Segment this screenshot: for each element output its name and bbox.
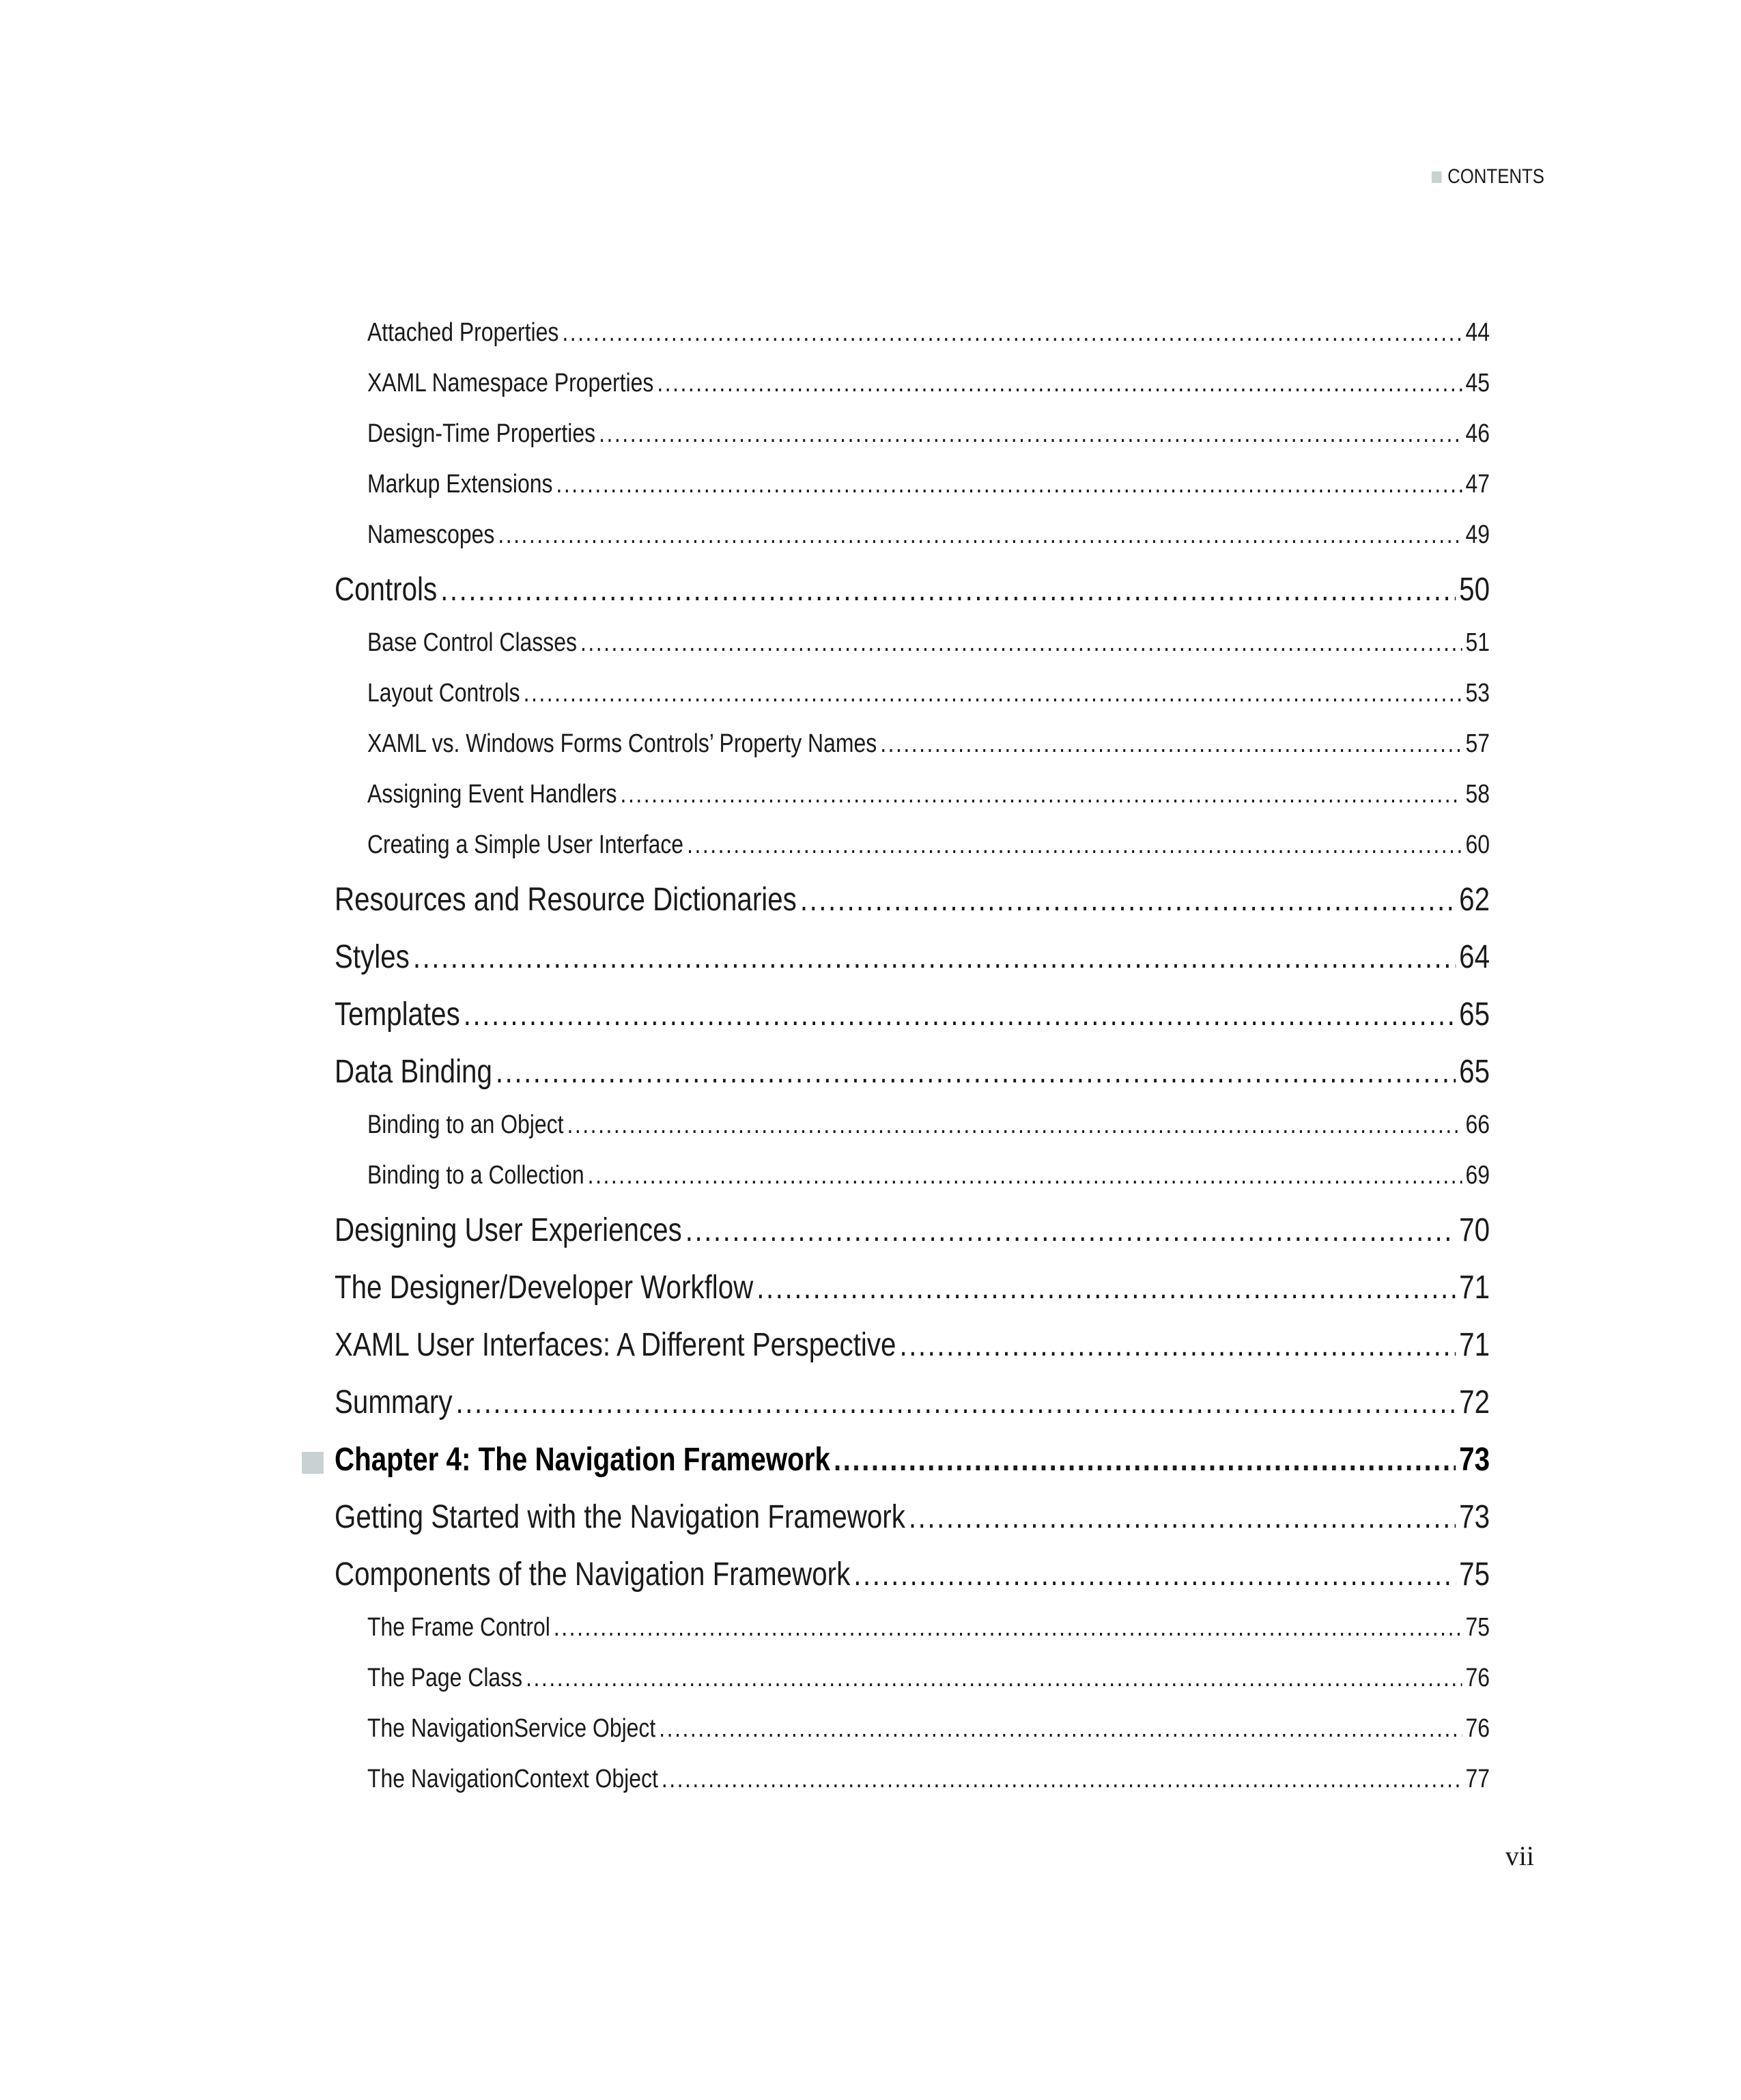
dot-leader <box>800 881 1456 919</box>
dot-leader <box>662 1765 1462 1794</box>
toc-subsection-entry[interactable] <box>367 1161 1490 1196</box>
chapter-marker-icon <box>302 1452 324 1474</box>
toc-entry-page: 58 <box>1465 780 1490 809</box>
toc-entry-title: Styles <box>335 939 410 975</box>
toc-entry-page: 45 <box>1465 369 1490 397</box>
toc-chapter-entry[interactable] <box>335 1441 1490 1485</box>
toc-subsection-entry[interactable] <box>367 1664 1490 1699</box>
dot-leader <box>440 571 1456 608</box>
toc-subsection-entry[interactable] <box>367 628 1490 664</box>
dot-leader <box>834 1441 1456 1479</box>
toc-subsection-entry[interactable] <box>367 729 1490 765</box>
dot-leader <box>554 1613 1462 1642</box>
dot-leader <box>526 1664 1462 1693</box>
toc-section-entry[interactable] <box>335 571 1490 615</box>
dot-leader <box>599 419 1462 449</box>
toc-entry-title: Resources and Resource Dictionaries <box>335 882 797 918</box>
toc-section-entry[interactable] <box>335 1326 1490 1370</box>
toc-entry-page: 57 <box>1465 729 1490 758</box>
running-head <box>1432 165 1544 188</box>
toc-entry-title: The Designer/Developer Workflow <box>335 1270 754 1306</box>
running-head-label: CONTENTS <box>1447 165 1544 188</box>
toc-entry-page: 76 <box>1465 1664 1490 1692</box>
toc-entry-page: 64 <box>1459 939 1490 975</box>
toc-entry-title: Namescopes <box>367 520 495 549</box>
toc-entry-page: 53 <box>1465 679 1490 708</box>
toc-entry-page: 49 <box>1465 520 1490 549</box>
toc-section-entry[interactable] <box>335 1384 1490 1427</box>
dot-leader <box>588 1161 1462 1190</box>
toc-entry-page: 71 <box>1459 1327 1490 1363</box>
dot-leader <box>562 318 1462 348</box>
dot-leader <box>853 1556 1456 1593</box>
dot-leader <box>556 470 1462 499</box>
toc-section-entry[interactable] <box>335 938 1490 982</box>
toc-section-entry[interactable] <box>335 996 1490 1039</box>
toc-entry-page: 77 <box>1465 1765 1490 1793</box>
toc-entry-title: The Frame Control <box>367 1613 550 1642</box>
toc-entry-page: 46 <box>1465 419 1490 448</box>
toc-subsection-entry[interactable] <box>367 419 1490 455</box>
toc-section-entry[interactable] <box>335 1269 1490 1313</box>
dot-leader <box>909 1498 1456 1536</box>
dot-leader <box>621 780 1462 809</box>
toc-section-entry[interactable] <box>335 1556 1490 1599</box>
dot-leader <box>687 830 1462 860</box>
dot-leader <box>496 1053 1456 1091</box>
toc-entry-title: Markup Extensions <box>367 470 553 499</box>
toc-entry-page: 51 <box>1465 628 1490 657</box>
dot-leader <box>880 729 1462 759</box>
toc-entry-page: 73 <box>1459 1442 1490 1478</box>
dot-leader <box>456 1384 1456 1421</box>
toc-entry-page: 69 <box>1465 1161 1490 1190</box>
toc-subsection-entry[interactable] <box>367 369 1490 404</box>
toc-entry-title: XAML vs. Windows Forms Controls’ Property Names <box>367 729 877 758</box>
toc-subsection-entry[interactable] <box>367 1613 1490 1649</box>
dot-leader <box>567 1110 1462 1140</box>
toc-entry-page: 75 <box>1459 1556 1490 1593</box>
toc-entry-title: Templates <box>335 996 460 1033</box>
toc-entry-page: 47 <box>1465 470 1490 499</box>
toc-section-entry[interactable] <box>335 1498 1490 1542</box>
toc-entry-title: Chapter 4: The Navigation Framework <box>335 1442 830 1478</box>
toc-entry-title: Binding to an Object <box>367 1110 564 1139</box>
toc-entry-title: Controls <box>335 572 438 608</box>
toc-subsection-entry[interactable] <box>367 318 1490 354</box>
toc-entry-title: Summary <box>335 1384 453 1420</box>
toc-entry-title: Design-Time Properties <box>367 419 596 448</box>
dot-leader <box>464 996 1456 1033</box>
dot-leader <box>685 1212 1456 1249</box>
dot-leader <box>657 369 1462 398</box>
toc-subsection-entry[interactable] <box>367 1110 1490 1146</box>
toc-entry-title: Components of the Navigation Framework <box>335 1556 851 1593</box>
dot-leader <box>580 628 1462 658</box>
toc-subsection-entry[interactable] <box>367 1714 1490 1750</box>
toc-subsection-entry[interactable] <box>367 780 1490 815</box>
toc-entry-title: Layout Controls <box>367 679 520 708</box>
dot-leader <box>899 1326 1456 1364</box>
toc-entry-title: Assigning Event Handlers <box>367 780 617 809</box>
toc-entry-title: Binding to a Collection <box>367 1161 584 1190</box>
toc-entry-title: Designing User Experiences <box>335 1212 682 1248</box>
toc-entry-page: 75 <box>1465 1613 1490 1642</box>
toc-entry-title: Getting Started with the Navigation Framework <box>335 1499 905 1535</box>
toc-entry-page: 76 <box>1465 1714 1490 1743</box>
toc-entry-title: The NavigationContext Object <box>367 1765 658 1793</box>
toc-section-entry[interactable] <box>335 881 1490 925</box>
toc-entry-page: 73 <box>1459 1499 1490 1535</box>
dot-leader <box>413 938 1456 976</box>
toc-subsection-entry[interactable] <box>367 470 1490 505</box>
toc-entry-page: 65 <box>1459 1054 1490 1090</box>
toc-entry-title: Data Binding <box>335 1054 492 1090</box>
toc-entry-page: 70 <box>1459 1212 1490 1248</box>
toc-subsection-entry[interactable] <box>367 679 1490 714</box>
toc-entry-page: 60 <box>1465 830 1490 859</box>
toc-entry-title: XAML User Interfaces: A Different Perspective <box>335 1327 896 1363</box>
toc-entry-page: 62 <box>1459 882 1490 918</box>
toc-entry-page: 66 <box>1465 1110 1490 1139</box>
dot-leader <box>756 1269 1456 1306</box>
dot-leader <box>498 520 1462 550</box>
toc-entry-title: Base Control Classes <box>367 628 577 657</box>
toc-entry-page: 50 <box>1459 572 1490 608</box>
toc-entry-title: The Page Class <box>367 1664 523 1692</box>
square-bullet-icon <box>1432 171 1442 183</box>
toc-entry-page: 44 <box>1465 318 1490 347</box>
toc-subsection-entry[interactable] <box>367 830 1490 866</box>
toc-section-entry[interactable] <box>335 1053 1490 1097</box>
toc-entry-title: Attached Properties <box>367 318 559 347</box>
toc-entry-page: 72 <box>1459 1384 1490 1420</box>
toc-subsection-entry[interactable] <box>367 520 1490 556</box>
toc-entry-title: Creating a Simple User Interface <box>367 830 684 859</box>
toc-section-entry[interactable] <box>335 1212 1490 1255</box>
toc-entry-page: 65 <box>1459 996 1490 1033</box>
page-number: vii <box>1505 1840 1534 1871</box>
toc-entry-title: XAML Namespace Properties <box>367 369 654 397</box>
toc-entry-page: 71 <box>1459 1270 1490 1306</box>
toc-subsection-entry[interactable] <box>367 1765 1490 1800</box>
dot-leader <box>524 679 1462 708</box>
toc-entry-title: The NavigationService Object <box>367 1714 656 1743</box>
dot-leader <box>659 1714 1462 1744</box>
